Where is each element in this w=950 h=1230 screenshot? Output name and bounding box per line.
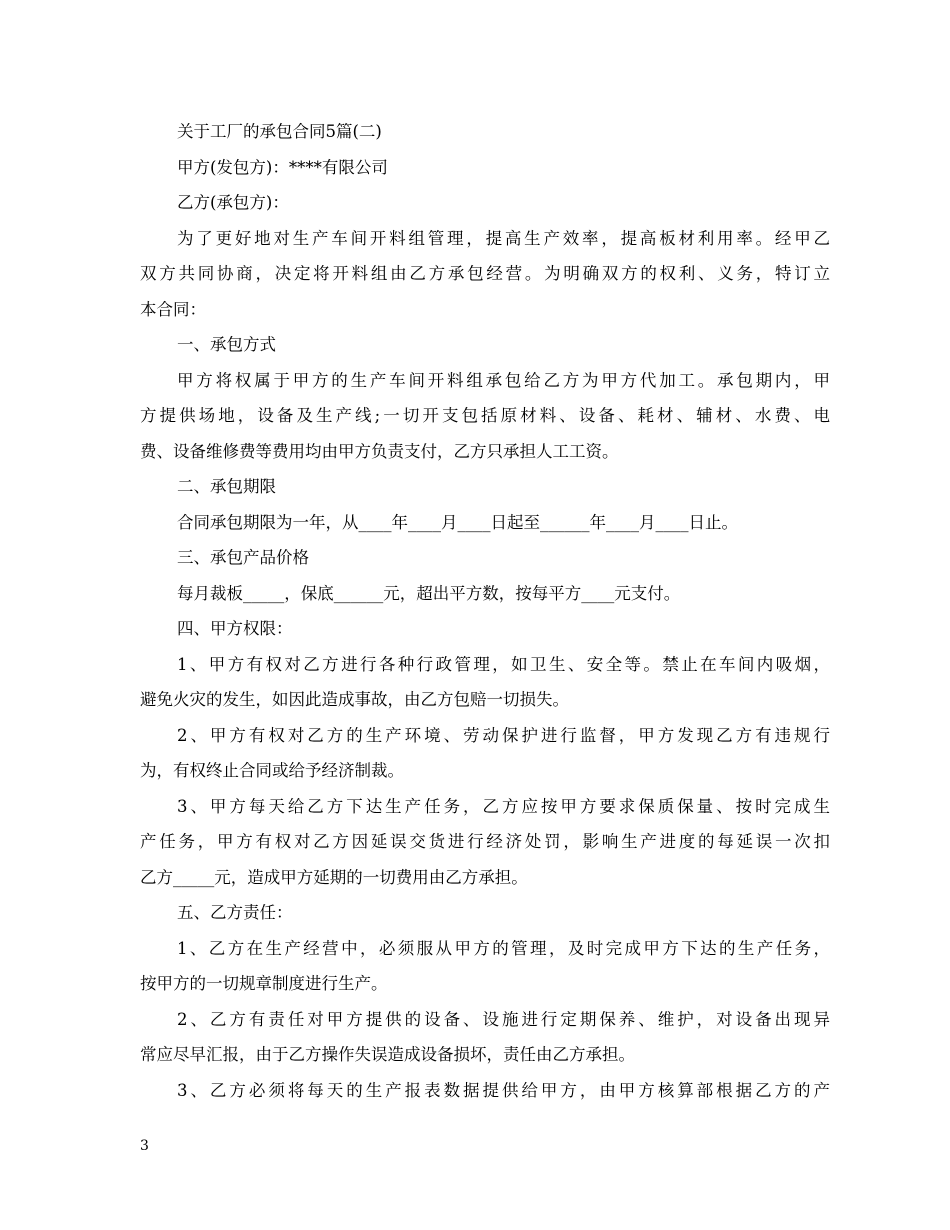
section-heading: 三、承包产品价格: [177, 548, 309, 567]
document-title: 关于工厂的承包合同5篇(二): [177, 122, 382, 141]
text-line: 产任务，甲方有权对乙方因延误交货进行经济处罚，影响生产进度的每延误一次扣: [140, 832, 830, 851]
text-line: 避免火灾的发生，如因此造成事故，由乙方包赔一切损失。: [140, 690, 569, 709]
text-line: 为了更好地对生产车间开料组管理，提高生产效率，提高板材利用率。经甲乙: [177, 228, 830, 248]
text-line: 为，有权终止合同或给予经济制裁。: [140, 761, 404, 780]
text-line: 方提供场地，设备及生产线;一切开支包括原材料、设备、耗材、辅材、水费、电: [140, 406, 830, 425]
document-body: [140, 114, 830, 1108]
text-line: 按甲方的一切规章制度进行生产。: [140, 974, 388, 993]
text-line: 乙方_____元，造成甲方延期的一切费用由乙方承担。: [140, 867, 528, 887]
page-number: 3: [140, 1138, 149, 1154]
text-line: 3、乙方必须将每天的生产报表数据提供给甲方，由甲方核算部根据乙方的产: [177, 1080, 830, 1100]
text-line: 双方共同协商，决定将开料组由乙方承包经营。为明确双方的权利、义务，特订立: [140, 264, 830, 283]
text-line: 甲方将权属于甲方的生产车间开料组承包给乙方为甲方代加工。承包期内，甲: [177, 370, 830, 390]
text-line: 每月裁板_____，保底______元，超出平方数，按每平方____元支付。: [177, 583, 681, 603]
text-line: 1、乙方在生产经营中，必须服从甲方的管理，及时完成甲方下达的生产任务，: [177, 938, 830, 958]
section-heading: 五、乙方责任：: [177, 903, 293, 922]
text-line: 合同承包期限为一年，从____年____月____日起至______年____月____日止。: [177, 512, 738, 532]
text-line: 1、甲方有权对乙方进行各种行政管理，如卫生、安全等。禁止在车间内吸烟，: [177, 654, 830, 674]
text-line: 本合同：: [140, 299, 206, 319]
section-heading: 一、承包方式: [177, 335, 276, 354]
text-line: 费、设备维修费等费用均由甲方负责支付，乙方只承担人工工资。: [140, 441, 619, 461]
text-line: 2、乙方有责任对甲方提供的设备、设施进行定期保养、维护，对设备出现异: [177, 1009, 830, 1029]
text-line: 2、甲方有权对乙方的生产环境、劳动保护进行监督，甲方发现乙方有违规行: [177, 725, 830, 745]
text-line: 3、甲方每天给乙方下达生产任务，乙方应按甲方要求保质保量、按时完成生: [177, 796, 830, 816]
party-b-line: 乙方(承包方)：: [177, 193, 289, 212]
text-line: 常应尽早汇报，由于乙方操作失误造成设备损坏，责任由乙方承担。: [140, 1045, 635, 1064]
section-heading: 二、承包期限: [177, 477, 276, 496]
section-heading: 四、甲方权限：: [177, 619, 293, 638]
party-a-line: 甲方(发包方)：****有限公司: [177, 157, 388, 177]
